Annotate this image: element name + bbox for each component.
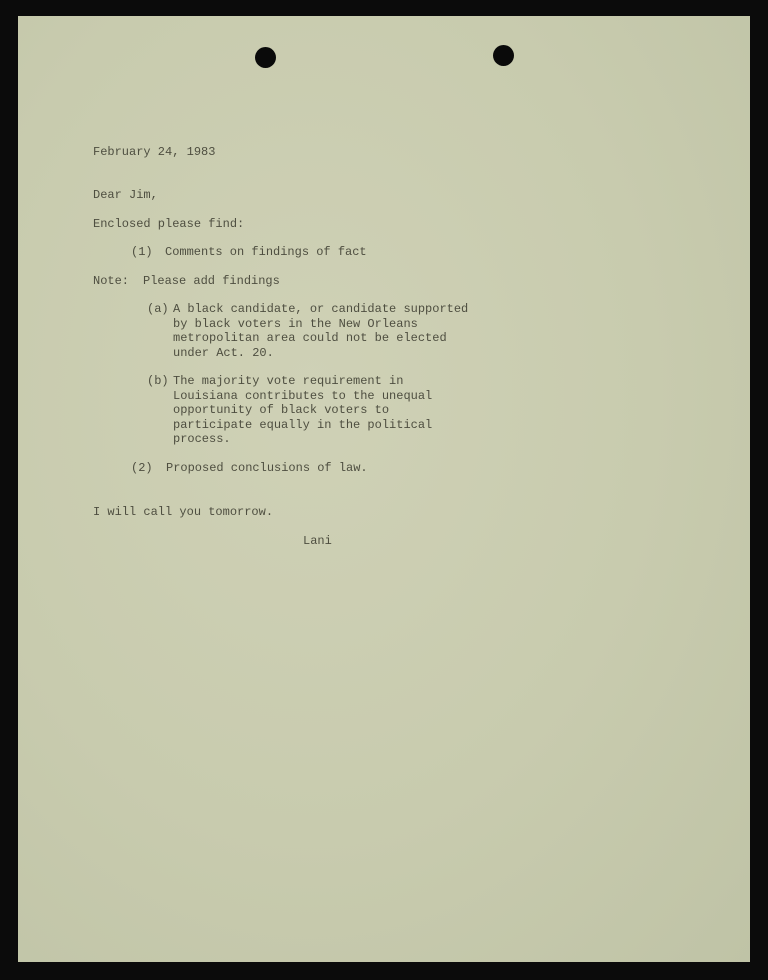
- note-label: Note:: [93, 274, 130, 288]
- finding-b-line: The majority vote requirement in: [173, 374, 404, 388]
- finding-a-line: A black candidate, or candidate supported: [173, 302, 469, 316]
- finding-a-line: under Act. 20.: [173, 345, 274, 360]
- finding-a-line: by black voters in the New Orleans: [173, 316, 418, 331]
- intro: Enclosed please find:: [93, 217, 245, 231]
- note-text: Please add findings: [143, 274, 280, 288]
- closing: I will call you tomorrow.: [93, 505, 274, 519]
- finding-b-marker: (b): [147, 374, 169, 388]
- punch-hole: [493, 45, 514, 66]
- item2-text: Proposed conclusions of law.: [166, 461, 368, 475]
- item1-text: Comments on findings of fact: [165, 245, 367, 259]
- finding-b-line: Louisiana contributes to the unequal: [173, 388, 433, 403]
- finding-a-line: metropolitan area could not be elected: [173, 331, 447, 345]
- finding-b-line: opportunity of black voters to: [173, 403, 390, 417]
- finding-a-marker: (a): [147, 302, 169, 316]
- signature: Lani: [303, 534, 332, 548]
- item1-marker: (1): [131, 245, 153, 259]
- letter-page: [18, 16, 750, 962]
- letter-date: February 24, 1983: [93, 145, 216, 159]
- punch-hole: [255, 47, 276, 68]
- finding-b-line: participate equally in the political: [173, 417, 433, 432]
- finding-b-line: process.: [173, 432, 231, 446]
- salutation: Dear Jim,: [93, 188, 158, 202]
- item2-marker: (2): [131, 461, 153, 475]
